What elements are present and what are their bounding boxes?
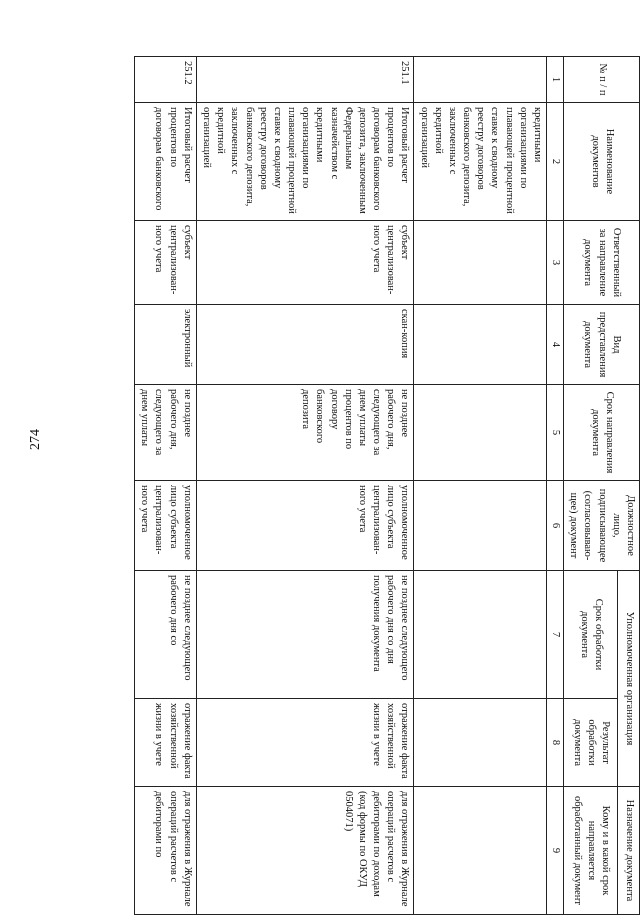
index-cell: 3 xyxy=(546,221,563,305)
row-responsible: субъект централизован- ного учета xyxy=(135,221,197,305)
header-group-org: Уполномоченная организация xyxy=(618,571,640,787)
row-num: 251.1 xyxy=(196,57,414,103)
header-result: Результат обработки документа xyxy=(564,699,618,787)
index-row xyxy=(546,57,563,915)
index-cell: 5 xyxy=(546,385,563,481)
header-responsible: Ответственный за направление документа xyxy=(564,221,640,305)
header-deadline: Срок направления документа xyxy=(564,385,640,481)
index-cell: 8 xyxy=(546,699,563,787)
row-deadline: не позднее рабочего дня, следующего за днем уплаты процентов по договору банковского депозита xyxy=(196,385,414,481)
row-result: отражение факта хозяйственной жизни в учете xyxy=(196,699,414,787)
header-row-1 xyxy=(618,57,640,915)
row-form xyxy=(414,305,547,385)
row-form: скан-копия xyxy=(196,305,414,385)
row-responsible xyxy=(414,221,547,305)
row-form: электронный xyxy=(135,305,197,385)
row-purpose: для отражения в Журнале операций расчетов с дебиторами по доходам (код формы по ОКУД 0504071) xyxy=(196,787,414,915)
row-num: 251.2 xyxy=(135,57,197,103)
row-signer xyxy=(414,481,547,571)
row-num xyxy=(414,57,547,103)
documents-table xyxy=(134,56,640,915)
index-cell: 2 xyxy=(546,103,563,221)
row-processing: не позднее следующего рабочего дня со xyxy=(135,571,197,699)
row-signer: уполномоченное лицо субъекта централизован- ного учета xyxy=(196,481,414,571)
row-result xyxy=(414,699,547,787)
row-purpose xyxy=(414,787,547,915)
index-cell: 1 xyxy=(546,57,563,103)
row-name: кредитными организациями по плавающей процентной ставке к сводному реестру договоров банковского депозита, заключенных с кредитной организацией xyxy=(414,103,547,221)
row-name: Итоговый расчет процентов по договорам банковского депозита, заключенным Федеральным казначейством с кредитными организациями по плавающей процентной ставке к сводному реестру договоров банковского депозита, заключенных с кредитной организацией xyxy=(196,103,414,221)
index-cell: 6 xyxy=(546,481,563,571)
table-row xyxy=(196,57,414,915)
index-cell: 9 xyxy=(546,787,563,915)
header-group-purpose: Назначение документа xyxy=(618,787,640,915)
header-num: № п / п xyxy=(564,57,640,103)
index-cell: 4 xyxy=(546,305,563,385)
row-result: отражение факта хозяйственной жизни в учете xyxy=(135,699,197,787)
header-processing: Срок обработки документа xyxy=(564,571,618,699)
row-deadline xyxy=(414,385,547,481)
index-cell: 7 xyxy=(546,571,563,699)
row-name: Итоговый расчет процентов по договорам банковского xyxy=(135,103,197,221)
row-responsible: субъект централизован- ного учета xyxy=(196,221,414,305)
row-purpose: для отражения в Журнале операций расчетов с дебиторами по xyxy=(135,787,197,915)
header-name: Наименование документов xyxy=(564,103,640,221)
rotated-page xyxy=(56,56,640,914)
row-deadline: не позднее рабочего дня, следующего за днем уплаты xyxy=(135,385,197,481)
header-signer: Должностное лицо, подписывающее (согласовываю- щее) документ xyxy=(564,481,640,571)
table-row xyxy=(135,57,197,915)
row-processing xyxy=(414,571,547,699)
row-signer: уполномоченное лицо субъекта централизован- ного учета xyxy=(135,481,197,571)
table-row xyxy=(414,57,547,915)
header-form: Вид представления документа xyxy=(564,305,640,385)
header-purpose: Кому и в какой срок направляется обработанный документ xyxy=(564,787,618,915)
row-processing: не позднее следующего рабочего дня со дня получения документа xyxy=(196,571,414,699)
page-number: 274 xyxy=(28,429,43,450)
